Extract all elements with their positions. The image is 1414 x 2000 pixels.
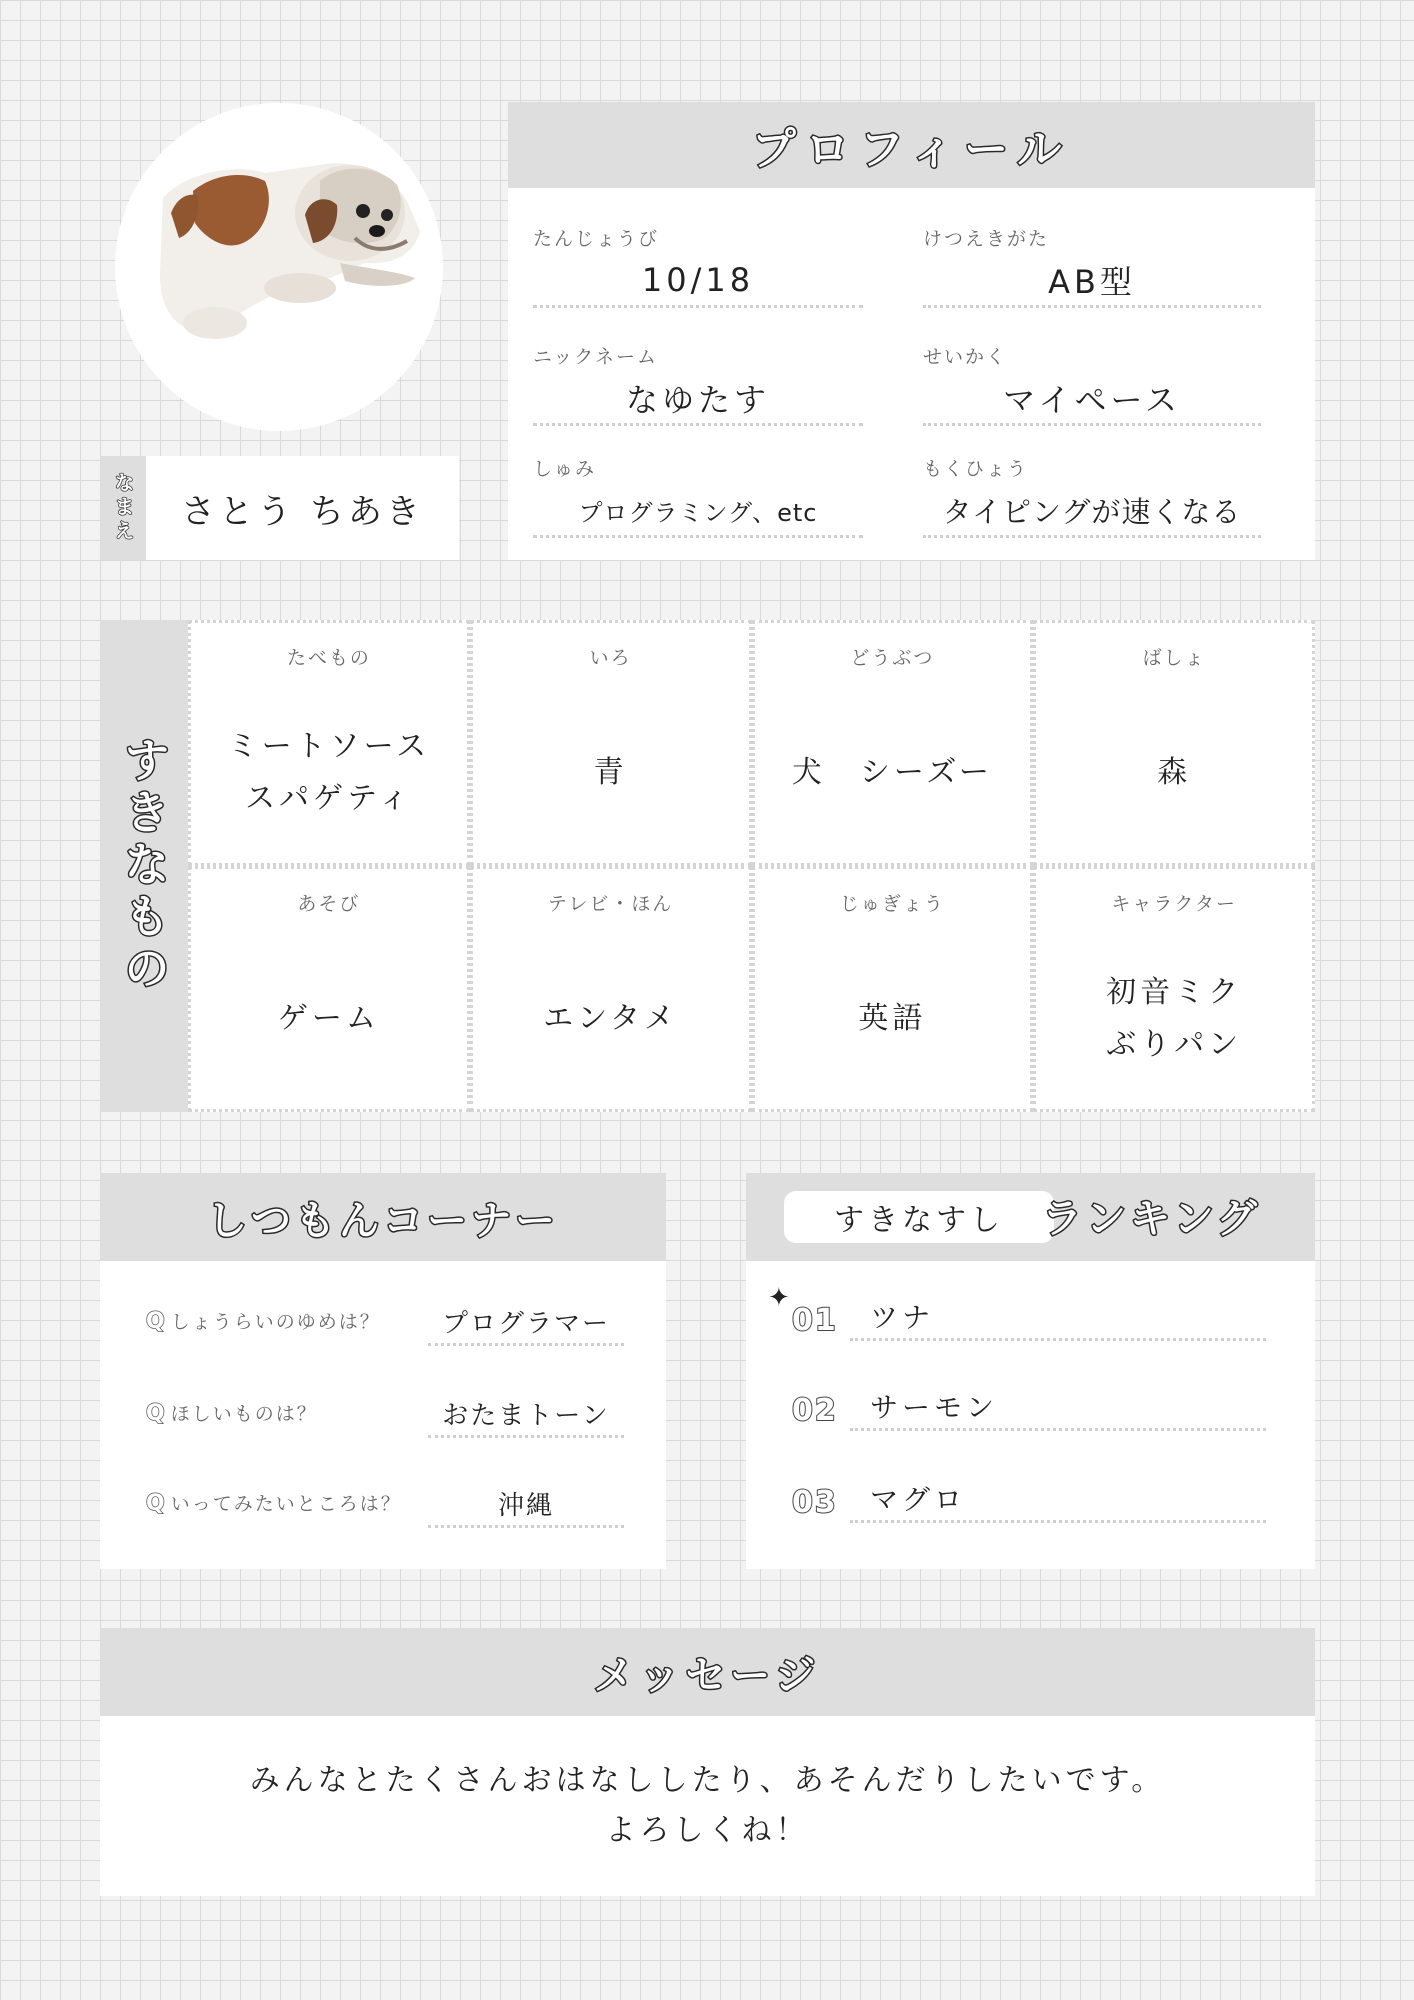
blood-type-field [923,224,1261,308]
ranking-header [746,1173,1315,1261]
blood-type-label: けつえきがた [923,228,1050,250]
name-label-tag [100,456,146,560]
like-cell-tv-book [470,866,752,1112]
question-row [146,1299,626,1349]
like-label: じゅぎょう [839,893,945,915]
question-row [146,1391,626,1441]
question-text: いってみたいところは？ [170,1493,402,1515]
ranking-title-wrap [1042,1187,1261,1244]
hobby-field [533,454,863,538]
nickname-label: ニックネーム [533,346,659,368]
goal-field [923,454,1261,538]
answer-text: おたまトーン [428,1391,624,1438]
like-cell-color [470,620,752,866]
like-value: エンタメ [543,1001,679,1036]
like-value: 英語 [858,1001,927,1036]
like-cell-character [1033,866,1315,1112]
rank-number: 03 [792,1485,838,1520]
q-icon: Q [146,1401,165,1426]
ranking-title: ランキング [1042,1196,1261,1242]
sparkle-icon: ✦ [768,1283,790,1313]
personality-field [923,342,1261,426]
questions-title: しつもんコーナー [207,1197,559,1244]
rank-name: マグロ [850,1477,1266,1523]
question-text: しょうらいのゆめは？ [170,1311,381,1333]
like-cell-class [752,866,1034,1112]
message-header [100,1628,1315,1716]
message-line-2: よろしくね！ [605,1813,810,1848]
answer-text: プログラマー [428,1299,624,1346]
like-label: どうぶつ [850,647,935,669]
q-icon: Q [146,1309,165,1334]
like-value: 青 [593,755,628,790]
likes-side-tab [100,620,188,1112]
like-value-line2: ぶりパン [1106,1027,1243,1062]
avatar-photo [115,103,443,431]
nickname-value: なゆたす [533,373,863,426]
like-value: ミートソース [227,729,431,764]
likes-grid [188,620,1315,1112]
like-cell-animal [752,620,1034,866]
name-label: なまえ [111,472,135,544]
message-title: メッセージ [593,1652,822,1699]
like-label: ばしょ [1142,647,1206,669]
questions-panel [100,1261,666,1569]
like-value: 犬 シーズー [791,755,993,790]
answer-text: 沖縄 [428,1481,624,1528]
like-label: あそび [297,893,361,915]
nickname-field [533,342,863,426]
ranking-topic: すきなすし [834,1203,1004,1238]
blood-type-value: AB型 [923,255,1261,308]
question-text: ほしいものは？ [170,1403,318,1425]
like-label: たべもの [286,647,371,669]
rank-number: 01 [792,1303,838,1338]
profile-panel [508,188,1315,560]
like-cell-food [188,620,470,866]
questions-header [100,1173,666,1261]
ranking-panel [746,1261,1315,1569]
profile-title: プロフィール [751,124,1072,175]
rank-number: 02 [792,1393,838,1428]
rank-name: ツナ [850,1295,1266,1341]
like-label: いろ [589,647,632,669]
like-value-line2: スパゲティ [245,781,413,816]
personality-label: せいかく [923,346,1008,368]
personality-value: マイペース [923,373,1261,426]
message-panel [100,1716,1315,1896]
like-value: 森 [1157,755,1192,790]
rank-name: サーモン [850,1385,1266,1431]
ranking-row [792,1295,1272,1347]
dog-photo-icon [115,103,443,431]
like-value: 初音ミク [1106,975,1243,1010]
name-value: さとう ちあき [181,491,424,532]
hobby-label: しゅみ [533,458,597,480]
question-row [146,1481,626,1531]
ranking-row [792,1477,1272,1529]
like-label: キャラクター [1111,893,1237,915]
name-box [146,456,459,560]
ranking-topic-box [784,1191,1054,1243]
like-cell-place [1033,620,1315,866]
q-icon: Q [146,1491,165,1516]
birthday-field [533,224,863,308]
goal-label: もくひょう [923,458,1029,480]
message-line-1: みんなとたくさんおはなししたり、あそんだりしたいです。 [249,1763,1166,1798]
like-label: テレビ・ほん [547,893,674,915]
hobby-value: プログラミング、etc [533,485,863,538]
profile-header [508,102,1315,188]
goal-value: タイピングが速くなる [923,485,1261,538]
birthday-value: 10/18 [533,255,863,308]
birthday-label: たんじょうび [533,228,660,250]
like-cell-play [188,866,470,1112]
likes-title: すきなもの [117,736,171,996]
like-value: ゲーム [277,1001,380,1036]
ranking-row [792,1385,1272,1437]
